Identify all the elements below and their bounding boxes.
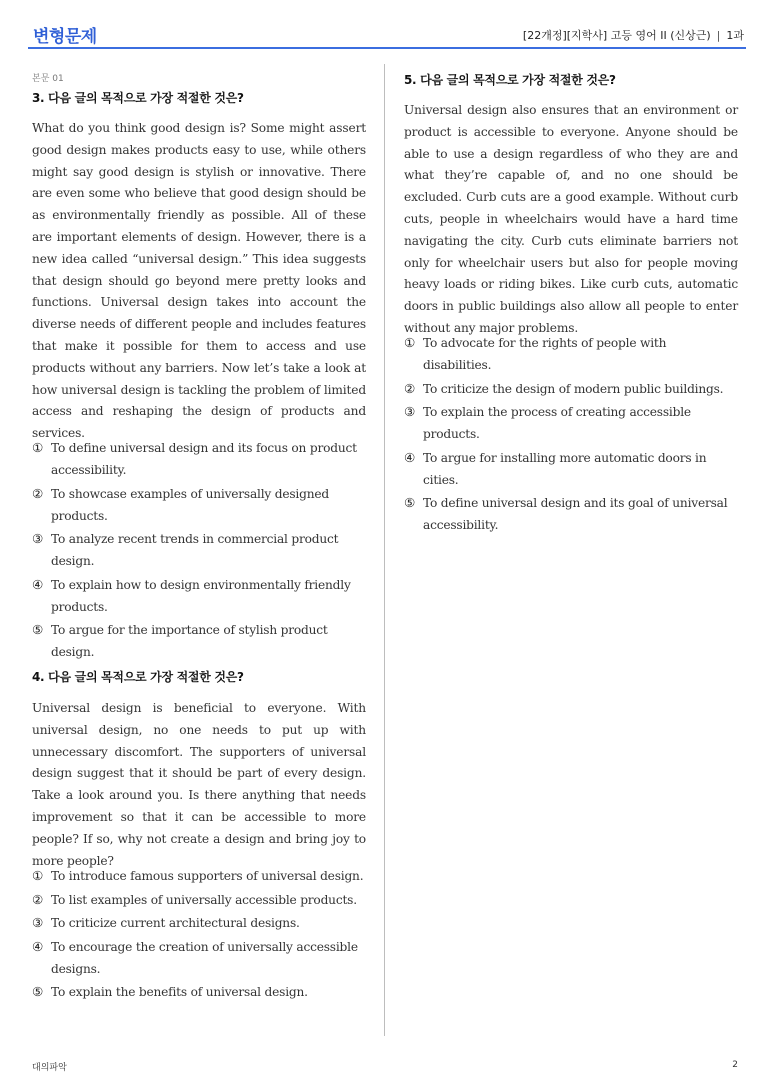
option-item[interactable] — [404, 492, 738, 536]
option-item[interactable] — [404, 332, 738, 376]
option-number: ① — [404, 335, 416, 350]
header-rule — [28, 47, 746, 49]
question-5-title: 5. 다음 글의 목적으로 가장 적절한 것은? — [404, 73, 616, 87]
option-item[interactable] — [404, 378, 738, 400]
question-4-options — [32, 865, 366, 1005]
option-number: ④ — [404, 449, 416, 465]
option-number: ① — [32, 868, 44, 883]
header-info — [523, 27, 744, 43]
option-item[interactable] — [32, 865, 366, 887]
footer-publisher: 대의파악 — [32, 1063, 67, 1073]
option-number: ⑤ — [32, 984, 44, 999]
option-text: To encourage the creation of universally accessible designs. — [51, 939, 358, 976]
option-item[interactable] — [32, 981, 366, 1003]
option-item[interactable] — [404, 447, 738, 491]
question-4-title: 4. 다음 글의 목적으로 가장 적절한 것은? — [32, 670, 244, 684]
option-number: ⑤ — [404, 495, 416, 510]
option-text: To argue for installing more automatic doors in cities. — [423, 450, 707, 487]
option-text: To advocate for the rights of people with disabilities. — [423, 336, 667, 372]
option-text: To define universal design and its focus on product accessibility. — [51, 441, 357, 477]
option-number: ② — [32, 891, 44, 907]
question-4-passage: Universal design is beneficial to everyone. With universal design, no one needs to put up with unnecessary discomfort. The supporters of universal design suggest that it should be part of every design. Take a look around you. Is there anything that needs improvement so that it can be accessible to more people? If so, why not create a design and bring joy to more people? — [32, 701, 366, 868]
option-item[interactable] — [32, 437, 366, 481]
page-header — [0, 0, 768, 50]
option-number: ④ — [32, 938, 44, 954]
question-3-options — [32, 437, 366, 665]
option-item[interactable] — [32, 936, 366, 980]
option-text: To showcase examples of universally designed products. — [51, 486, 329, 523]
section-label: 본문 01 — [32, 74, 64, 84]
textbook-info: [22개정][지학사] 고등 영어 II (신상근) — [522, 29, 711, 42]
option-item[interactable] — [32, 528, 366, 572]
brand-title: 변형문제 — [33, 27, 97, 47]
option-number: ③ — [32, 531, 44, 546]
question-3-passage: What do you think good design is? Some might assert good design makes products easy to use, while others might say good design is stylish or innovative. There are even some who believe that good design should be as environmentally friendly as possible. All of these are important elements of design. However, there is a new idea called “universal design.” This idea suggests that design should go beyond mere pretty looks and functions. Universal design takes into account the diverse needs of different people and includes features that make it possible for them to access and use products without any barriers. Now let’s take a look at how universal design is tackling the problem of limited access and reshaping the design of products and services. — [32, 121, 366, 441]
option-text: To explain the benefits of universal design. — [51, 985, 308, 999]
option-text: To explain how to design environmentally friendly products. — [51, 577, 351, 614]
column-divider — [384, 64, 385, 1036]
option-item[interactable] — [32, 483, 366, 527]
option-text: To argue for the importance of stylish product design. — [51, 623, 328, 659]
option-item[interactable] — [32, 889, 366, 911]
question-3-title: 3. 다음 글의 목적으로 가장 적절한 것은? — [32, 91, 244, 105]
option-text: To introduce famous supporters of universal design. — [51, 869, 364, 883]
option-text: To define universal design and its goal of universal accessibility. — [423, 496, 728, 532]
option-text: To explain the process of creating accessible products. — [423, 405, 691, 441]
option-item[interactable] — [32, 912, 366, 934]
header-separator: | — [716, 29, 721, 42]
option-number: ③ — [32, 915, 44, 930]
page-number: 2 — [732, 1060, 738, 1070]
option-number: ④ — [32, 576, 44, 592]
option-item[interactable] — [32, 619, 366, 663]
option-item[interactable] — [404, 401, 738, 445]
option-text: To criticize the design of modern public buildings. — [423, 381, 724, 396]
option-number: ① — [32, 440, 44, 455]
option-text: To analyze recent trends in commercial product design. — [51, 532, 339, 568]
lesson-label: 1과 — [726, 29, 744, 42]
question-5-passage: Universal design also ensures that an environment or product is accessible to everyone. Anyone should be able to use a design regardless of who they are and what they’re capable of, and no one should be excluded. Curb cuts are a good example. Without curb cuts, people in wheelchairs would have a hard time navigating the city. Curb cuts eliminate barriers not only for wheelchair users but also for people moving heavy loads or riding bikes. Like curb cuts, automatic doors in public buildings also allow all people to enter without any major problems. — [404, 103, 738, 335]
option-number: ⑤ — [32, 622, 44, 637]
option-text: To list examples of universally accessible products. — [51, 892, 357, 907]
question-5-options — [404, 332, 738, 538]
option-number: ② — [404, 380, 416, 396]
option-item[interactable] — [32, 574, 366, 618]
option-number: ② — [32, 485, 44, 501]
option-text: To criticize current architectural designs. — [51, 916, 300, 930]
option-number: ③ — [404, 404, 416, 419]
